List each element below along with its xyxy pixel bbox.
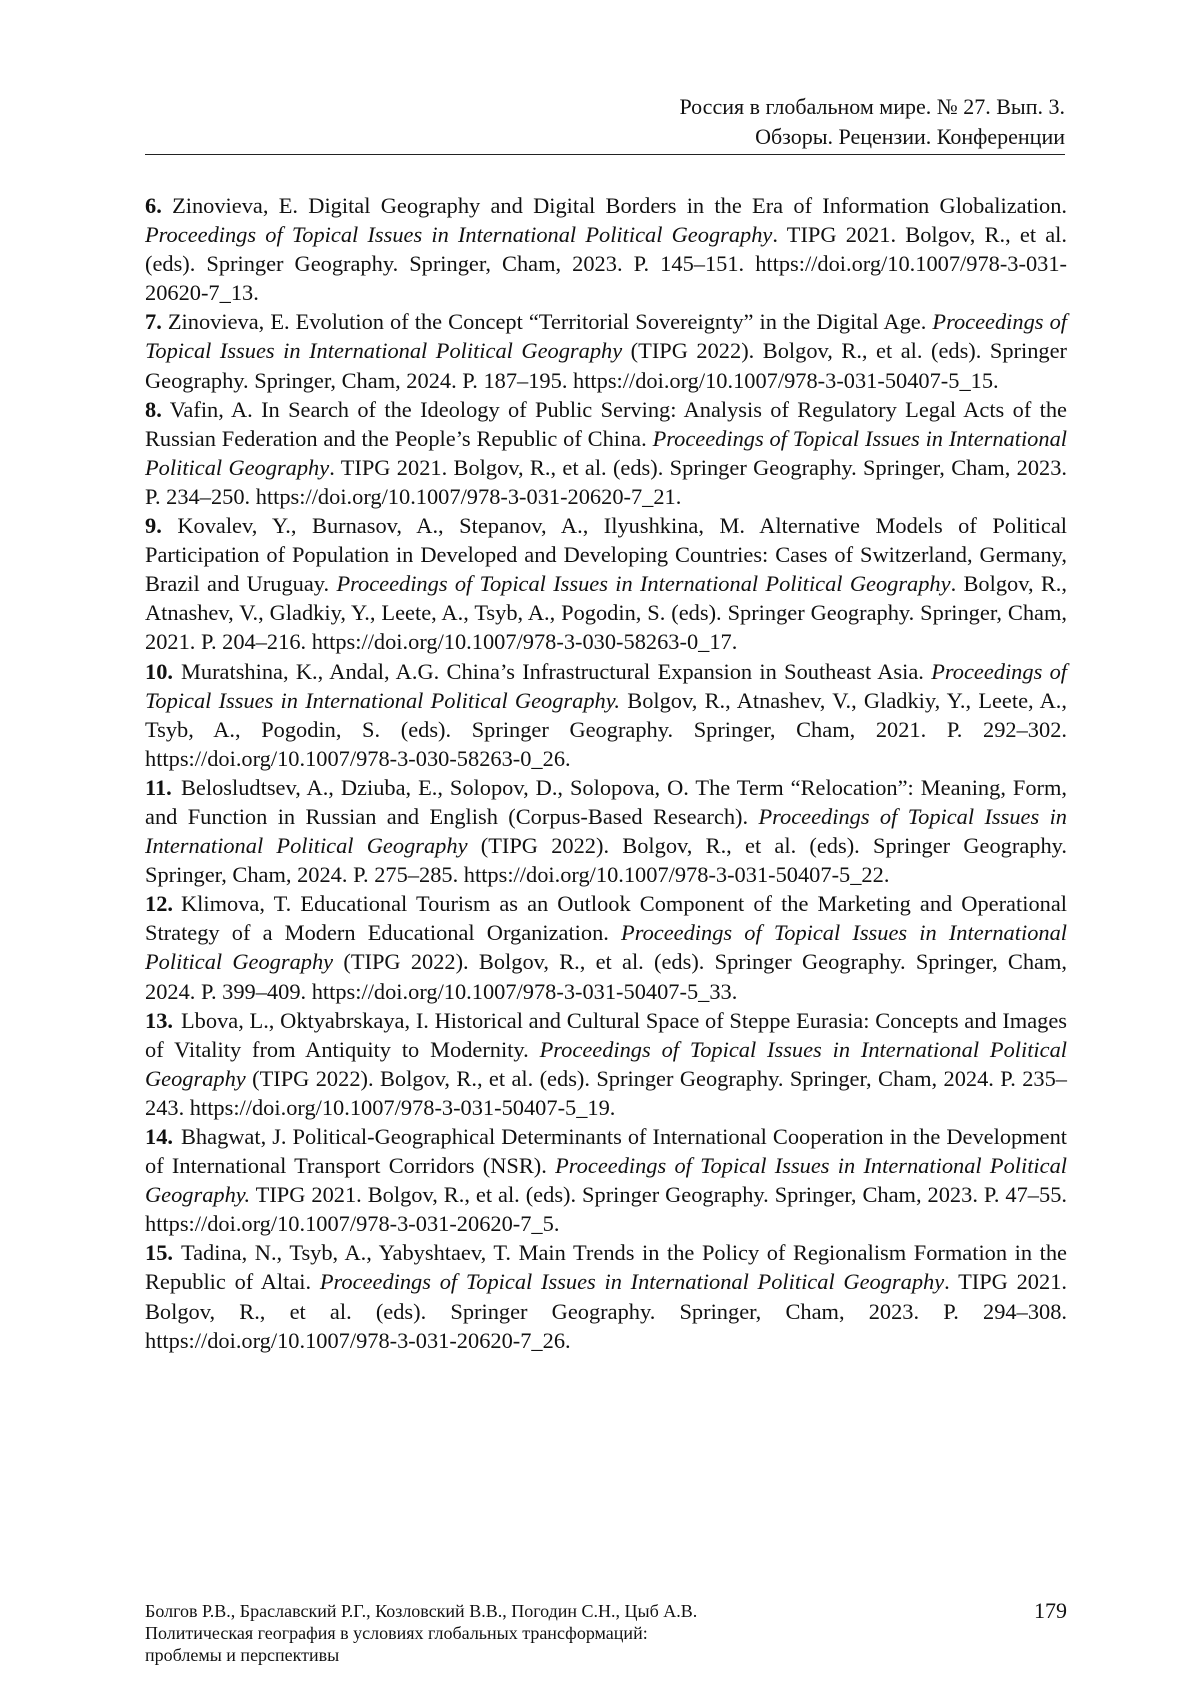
footer-authors: Болгов Р.В., Браславский Р.Г., Козловский В.В., Погодин С.Н., Цыб А.В.: [145, 1601, 698, 1621]
reference-item: [145, 1006, 1067, 1122]
reference-item: [145, 191, 1067, 307]
reference-number: 14.: [145, 1124, 173, 1149]
header-rule: [145, 154, 1065, 155]
footer-title-line1: Политическая география в условиях глобальных трансформаций:: [145, 1623, 648, 1643]
page-number: 179: [1034, 1598, 1067, 1623]
reference-details: . TIPG 2021. Bolgov, R., et al. (eds). Springer Geography. Springer, Cham, 2023. P. 234–250. https://doi.org/10.1007/978-3-031-20620-7_21.: [145, 454, 1067, 509]
running-header: [145, 92, 1065, 155]
reference-source-title: Proceedings of Topical Issues in International Political Geography.: [145, 658, 1067, 713]
reference-list: [145, 191, 1067, 1355]
reference-source-title: Proceedings of Topical Issues in International Political Geography: [336, 571, 951, 597]
reference-details: (TIPG 2022). Bolgov, R., et al. (eds). Springer Geography. Springer, Cham, 2024. P. 275–285. https://doi.org/10.1007/978-3-031-50407-5_22.: [145, 833, 1067, 888]
reference-text: Zinovieva, E. Evolution of the Concept “Territorial Sovereignty” in the Digital Age.: [167, 309, 933, 335]
reference-item: [145, 1238, 1067, 1354]
reference-text: Vafin, A. In Search of the Ideology of Public Serving: Analysis of Regulatory Legal Acts of the Russian Federation and the People’s Republic of China.: [145, 396, 1067, 451]
reference-source-title: Proceedings of Topical Issues in International Political Geography: [145, 222, 773, 248]
header-journal-title: Россия в глобальном мире. № 27. Вып. 3.: [679, 94, 1065, 119]
reference-text: Belosludtsev, A., Dziuba, E., Solopov, D., Solopova, O. The Term “Relocation”: Meaning, Form, and Function in Russian and English (Corpus-Based Research).: [145, 774, 1067, 829]
reference-item: [145, 307, 1067, 394]
reference-details: . Bolgov, R., Atnashev, V., Gladkiy, Y., Leete, A., Tsyb, A., Pogodin, S. (eds). Springer Geography. Springer, Cham, 2021. P. 204–216. https://doi.org/10.1007/978-3-030-58263-0_17.: [145, 571, 1067, 655]
reference-number: 8.: [145, 396, 162, 422]
reference-item: [145, 889, 1067, 1005]
reference-source-title: Proceedings of Topical Issues in International Political Geography: [145, 803, 1067, 859]
reference-source-title: Proceedings of Topical Issues in International Political Geography: [319, 1269, 945, 1295]
reference-text: Muratshina, K., Andal, A.G. China’s Infrastructural Expansion in Southeast Asia.: [181, 658, 932, 684]
reference-details: TIPG 2021. Bolgov, R., et al. (eds). Springer Geography. Springer, Cham, 2023. P. 47–55. https://doi.org/10.1007/978-3-031-20620-7_5.: [145, 1182, 1067, 1237]
reference-source-title: Proceedings of Topical Issues in International Political Geography: [145, 425, 1067, 480]
reference-number: 10.: [145, 658, 173, 684]
header-section-title: Обзоры. Рецензии. Конференции: [755, 124, 1065, 149]
reference-text: Lbova, L., Oktyabrskaya, I. Historical and Cultural Space of Steppe Eurasia: Concepts and Images of Vitality from Antiquity to Modernity.: [145, 1007, 1067, 1062]
reference-number: 7.: [145, 309, 162, 335]
reference-text: Kovalev, Y., Burnasov, A., Stepanov, A., Ilyushkina, M. Alternative Models of Political Participation of Population in Developed and Developing Countries: Cases of Switzerland, Germany, Brazil and Uruguay.: [145, 513, 1067, 597]
reference-item: [145, 511, 1067, 656]
reference-source-title: Proceedings of Topical Issues in International Political Geography.: [145, 1153, 1068, 1208]
reference-details: . TIPG 2021. Bolgov, R., et al. (eds). Springer Geography. Springer, Cham, 2023. P. 294–308. https://doi.org/10.1007/978-3-031-20620-7_26.: [145, 1269, 1067, 1353]
reference-source-title: Proceedings of Topical Issues in International Political Geography: [145, 309, 1067, 364]
reference-number: 12.: [145, 891, 173, 917]
reference-source-title: Proceedings of Topical Issues in International Political Geography: [145, 1036, 1068, 1091]
reference-details: (TIPG 2022). Bolgov, R., et al. (eds). Springer Geography. Springer, Cham, 2024. P. 187–195. https://doi.org/10.1007/978-3-031-50407-5_15.: [145, 338, 1067, 393]
reference-number: 11.: [145, 774, 172, 800]
reference-text: Klimova, T. Educational Tourism as an Outlook Component of the Marketing and Operational Strategy of a Modern Educational Organization.: [145, 891, 1067, 946]
reference-source-title: Proceedings of Topical Issues in International Political Geography: [145, 920, 1067, 975]
reference-text: Zinovieva, E. Digital Geography and Digital Borders in the Era of Information Globalization.: [172, 193, 1067, 218]
footer-title-line2: проблемы и перспективы: [145, 1645, 340, 1665]
reference-item: [145, 657, 1067, 773]
reference-number: 15.: [145, 1240, 173, 1266]
reference-number: 6.: [145, 193, 162, 218]
reference-item: [145, 1122, 1067, 1238]
reference-number: 9.: [145, 513, 162, 539]
reference-details: Bolgov, R., Atnashev, V., Gladkiy, Y., Leete, A., Tsyb, A., Pogodin, S. (eds). Springer Geography. Springer, Cham, 2021. P. 292–302. https://doi.org/10.1007/978-3-030-58263-0_26.: [145, 687, 1067, 771]
reference-details: (TIPG 2022). Bolgov, R., et al. (eds). Springer Geography. Springer, Cham, 2024. P. 235–243. https://doi.org/10.1007/978-3-031-50407-5_19.: [145, 1065, 1067, 1120]
reference-number: 13.: [145, 1007, 173, 1033]
running-footer: [145, 1600, 1067, 1666]
reference-details: (TIPG 2022). Bolgov, R., et al. (eds). Springer Geography. Springer, Cham, 2024. P. 399–409. https://doi.org/10.1007/978-3-031-50407-5_33.: [145, 949, 1067, 1004]
reference-text: Tadina, N., Tsyb, A., Yabyshtaev, T. Main Trends in the Policy of Regionalism Formation in the Republic of Altai.: [145, 1240, 1067, 1295]
reference-item: [145, 773, 1067, 889]
reference-details: . TIPG 2021. Bolgov, R., et al. (eds). Springer Geography. Springer, Cham, 2023. P. 145–151. https://doi.org/10.1007/978-3-031-20620-7_13.: [145, 222, 1067, 306]
reference-item: [145, 395, 1067, 511]
reference-text: Bhagwat, J. Political-Geographical Determinants of International Cooperation in the Development of International Transport Corridors (NSR).: [145, 1124, 1067, 1179]
